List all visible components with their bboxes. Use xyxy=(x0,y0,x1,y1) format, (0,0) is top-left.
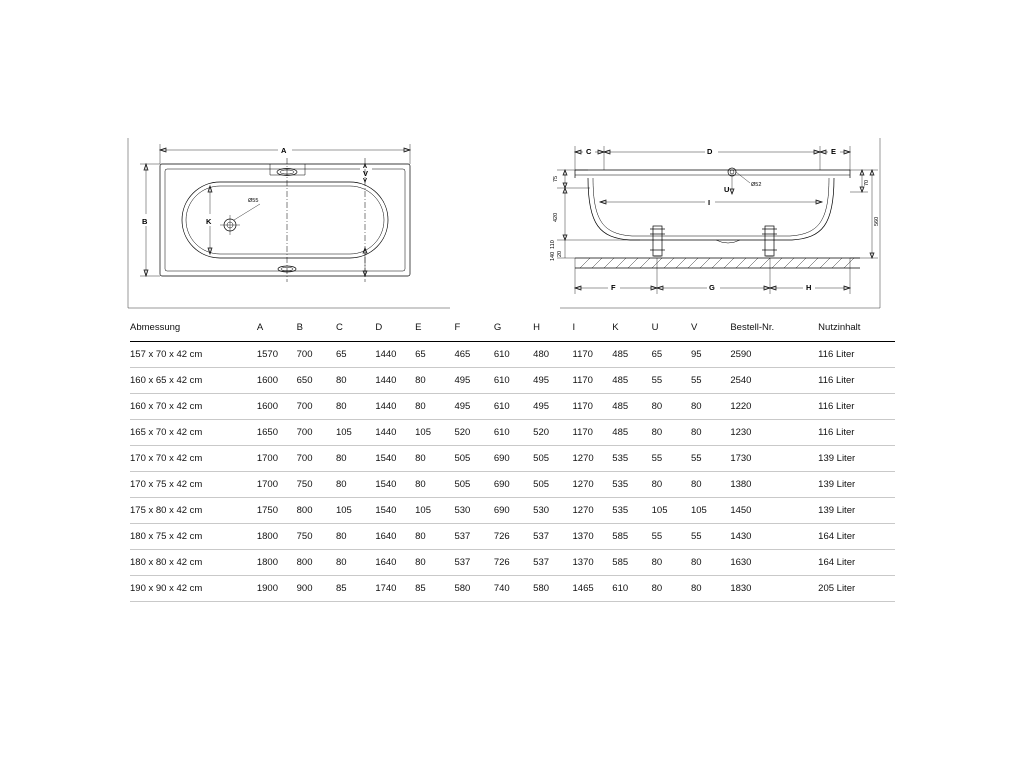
table-row xyxy=(130,368,895,394)
cell-order-no: 1450 xyxy=(730,505,752,516)
cell-g: 726 xyxy=(493,531,510,542)
cell-c: 80 xyxy=(335,401,347,412)
cell-i: 1270 xyxy=(572,453,594,464)
cell-b: 900 xyxy=(296,583,313,594)
header-i: I xyxy=(572,322,576,333)
cell-e: 80 xyxy=(415,479,426,490)
cell-d: 1640 xyxy=(375,531,397,542)
cell-k: 535 xyxy=(612,479,629,490)
cell-h: 580 xyxy=(533,583,550,594)
cell-order-no: 1830 xyxy=(730,583,752,594)
cell-d: 1540 xyxy=(375,453,397,464)
cell-e: 65 xyxy=(415,349,426,360)
cell-e: 80 xyxy=(415,557,426,568)
cell-f: 495 xyxy=(454,401,471,412)
cell-d: 1440 xyxy=(375,375,397,386)
header-b: B xyxy=(296,322,303,333)
cell-b: 800 xyxy=(296,557,313,568)
cell-dimension: 160 x 70 x 42 cm xyxy=(130,401,203,412)
cell-c: 80 xyxy=(335,375,347,386)
cell-capacity: 116 Liter xyxy=(818,401,855,412)
cell-order-no: 2540 xyxy=(730,375,752,386)
section-dim-560: 560 xyxy=(874,216,880,226)
cell-v: 95 xyxy=(690,349,702,360)
cell-capacity: 205 Liter xyxy=(818,583,856,594)
cell-u: 80 xyxy=(651,427,663,438)
cell-u: 55 xyxy=(651,453,663,464)
cell-u: 80 xyxy=(651,583,663,594)
cell-a: 1570 xyxy=(256,349,278,360)
cell-capacity: 116 Liter xyxy=(818,375,855,386)
cell-f: 495 xyxy=(454,375,471,386)
cell-k: 535 xyxy=(612,505,629,516)
cell-d: 1540 xyxy=(375,505,397,516)
section-view xyxy=(550,138,880,308)
section-dim-70: 70 xyxy=(864,179,870,186)
cell-k: 485 xyxy=(612,401,629,412)
cell-capacity: 116 Liter xyxy=(818,427,855,438)
header-d: D xyxy=(375,322,383,333)
cell-a: 1800 xyxy=(256,557,278,568)
cell-e: 105 xyxy=(415,427,431,438)
cell-h: 495 xyxy=(533,401,550,412)
cell-b: 750 xyxy=(296,531,313,542)
cell-i: 1270 xyxy=(572,505,594,516)
cell-dimension: 165 x 70 x 42 cm xyxy=(130,427,203,438)
section-dim-110: 110 xyxy=(550,240,556,249)
table-row xyxy=(130,420,895,446)
cell-e: 105 xyxy=(415,505,431,516)
table-row xyxy=(130,550,895,576)
cell-h: 520 xyxy=(533,427,550,438)
cell-e: 80 xyxy=(415,375,426,386)
cell-f: 530 xyxy=(454,505,471,516)
section-label-e: E xyxy=(831,147,837,156)
cell-e: 80 xyxy=(415,401,426,412)
cell-h: 495 xyxy=(533,375,550,386)
cell-a: 1700 xyxy=(256,453,278,464)
foot-right xyxy=(762,226,777,256)
cell-c: 85 xyxy=(335,583,347,594)
cell-u: 55 xyxy=(651,531,663,542)
section-dim-140: 140 xyxy=(550,251,556,261)
header-bestell-nr: Bestell-Nr. xyxy=(730,322,775,333)
header-k: K xyxy=(612,322,619,333)
section-label-f: F xyxy=(611,283,616,292)
cell-g: 726 xyxy=(493,557,510,568)
cell-v: 55 xyxy=(690,453,702,464)
cell-d: 1440 xyxy=(375,401,397,412)
header-h: H xyxy=(533,322,541,333)
table-row xyxy=(130,446,895,472)
cell-f: 537 xyxy=(454,557,471,568)
section-diameter-label: Ø52 xyxy=(751,182,762,188)
cell-a: 1650 xyxy=(256,427,278,438)
cell-b: 700 xyxy=(296,453,313,464)
cell-v: 80 xyxy=(690,583,702,594)
cell-dimension: 160 x 65 x 42 cm xyxy=(130,375,203,386)
cell-h: 537 xyxy=(533,557,550,568)
cell-f: 520 xyxy=(454,427,471,438)
cell-c: 80 xyxy=(335,479,347,490)
plan-view xyxy=(128,138,450,308)
cell-i: 1170 xyxy=(572,349,593,360)
cell-b: 700 xyxy=(296,349,313,360)
cell-g: 690 xyxy=(493,453,510,464)
cell-capacity: 139 Liter xyxy=(818,505,856,516)
header-g: G xyxy=(493,322,502,333)
plan-diameter-label: Ø55 xyxy=(248,198,259,204)
cell-d: 1440 xyxy=(375,427,397,438)
cell-v: 105 xyxy=(690,505,707,516)
cell-f: 465 xyxy=(454,349,471,360)
section-dim-420: 420 xyxy=(553,212,559,222)
cell-e: 80 xyxy=(415,453,426,464)
cell-c: 65 xyxy=(335,349,347,360)
cell-v: 55 xyxy=(690,531,702,542)
section-label-u: U xyxy=(724,185,730,194)
cell-v: 80 xyxy=(690,479,702,490)
cell-c: 105 xyxy=(335,427,352,438)
cell-i: 1465 xyxy=(572,583,594,594)
section-label-i: I xyxy=(708,198,711,207)
header-c: C xyxy=(335,322,343,333)
cell-f: 580 xyxy=(454,583,471,594)
cell-a: 1750 xyxy=(256,505,278,516)
plan-label-k: K xyxy=(206,217,212,226)
cell-k: 485 xyxy=(612,427,629,438)
header-a: A xyxy=(256,322,264,333)
cell-dimension: 180 x 80 x 42 cm xyxy=(130,557,203,568)
bathtub-drawings-svg xyxy=(120,130,910,315)
table-row xyxy=(130,576,895,602)
cell-i: 1370 xyxy=(572,557,594,568)
section-label-d: D xyxy=(707,147,713,156)
cell-h: 530 xyxy=(533,505,550,516)
cell-dimension: 157 x 70 x 42 cm xyxy=(130,349,203,360)
table-header-row xyxy=(130,322,895,342)
table-row xyxy=(130,472,895,498)
floor-hatching xyxy=(575,258,860,268)
cell-order-no: 2590 xyxy=(730,349,752,360)
cell-c: 80 xyxy=(335,531,347,542)
cell-dimension: 190 x 90 x 42 cm xyxy=(130,583,203,594)
cell-e: 80 xyxy=(415,531,426,542)
drawing-area xyxy=(120,130,910,315)
cell-g: 690 xyxy=(493,505,510,516)
cell-a: 1700 xyxy=(256,479,278,490)
foot-left xyxy=(650,226,665,256)
cell-d: 1440 xyxy=(375,349,397,360)
cell-f: 505 xyxy=(454,479,471,490)
cell-d: 1740 xyxy=(375,583,397,594)
cell-b: 650 xyxy=(296,375,313,386)
cell-f: 537 xyxy=(454,531,471,542)
cell-v: 55 xyxy=(690,375,702,386)
cell-capacity: 116 Liter xyxy=(818,349,855,360)
plan-label-a: A xyxy=(281,146,287,155)
cell-dimension: 170 x 75 x 42 cm xyxy=(130,479,203,490)
section-label-c: C xyxy=(586,147,592,156)
cell-f: 505 xyxy=(454,453,471,464)
cell-a: 1900 xyxy=(256,583,278,594)
cell-v: 80 xyxy=(690,557,702,568)
cell-i: 1270 xyxy=(572,479,594,490)
cell-h: 480 xyxy=(533,349,550,360)
cell-g: 610 xyxy=(493,427,510,438)
section-label-g: G xyxy=(709,283,715,292)
header-f: F xyxy=(454,322,461,333)
cell-capacity: 139 Liter xyxy=(818,453,856,464)
cell-order-no: 1630 xyxy=(730,557,752,568)
cell-k: 485 xyxy=(612,375,629,386)
section-dim-20: 20 xyxy=(557,250,563,257)
cell-h: 505 xyxy=(533,453,550,464)
cell-a: 1600 xyxy=(256,401,278,412)
cell-h: 537 xyxy=(533,531,550,542)
cell-i: 1170 xyxy=(572,375,593,386)
cell-b: 700 xyxy=(296,427,313,438)
header-nutzinhalt: Nutzinhalt xyxy=(818,322,861,333)
header-abmessung: Abmessung xyxy=(130,322,181,333)
cell-c: 80 xyxy=(335,557,347,568)
cell-g: 610 xyxy=(493,349,510,360)
cell-capacity: 164 Liter xyxy=(818,557,856,568)
cell-k: 585 xyxy=(612,557,629,568)
cell-u: 80 xyxy=(651,401,663,412)
plan-label-b: B xyxy=(142,217,148,226)
cell-v: 80 xyxy=(690,427,702,438)
cell-order-no: 1730 xyxy=(730,453,752,464)
cell-c: 105 xyxy=(335,505,352,516)
cell-dimension: 175 x 80 x 42 cm xyxy=(130,505,203,516)
cell-g: 690 xyxy=(493,479,510,490)
specification-table xyxy=(130,322,895,602)
cell-b: 750 xyxy=(296,479,313,490)
table-row xyxy=(130,394,895,420)
cell-k: 610 xyxy=(612,583,629,594)
cell-u: 55 xyxy=(651,375,663,386)
cell-capacity: 164 Liter xyxy=(818,531,856,542)
cell-b: 800 xyxy=(296,505,313,516)
cell-v: 80 xyxy=(690,401,702,412)
table-row xyxy=(130,342,895,368)
cell-g: 740 xyxy=(493,583,510,594)
cell-order-no: 1220 xyxy=(730,401,752,412)
cell-dimension: 170 x 70 x 42 cm xyxy=(130,453,203,464)
header-e: E xyxy=(415,322,422,333)
cell-order-no: 1430 xyxy=(730,531,752,542)
cell-capacity: 139 Liter xyxy=(818,479,856,490)
cell-d: 1640 xyxy=(375,557,397,568)
cell-u: 65 xyxy=(651,349,663,360)
cell-u: 80 xyxy=(651,557,663,568)
section-label-h: H xyxy=(806,283,812,292)
cell-u: 80 xyxy=(651,479,663,490)
cell-i: 1370 xyxy=(572,531,594,542)
cell-e: 85 xyxy=(415,583,426,594)
cell-h: 505 xyxy=(533,479,550,490)
cell-i: 1170 xyxy=(572,401,593,412)
table-header xyxy=(130,322,895,342)
cell-order-no: 1380 xyxy=(730,479,752,490)
table-body xyxy=(130,342,895,602)
cell-dimension: 180 x 75 x 42 cm xyxy=(130,531,203,542)
header-u: U xyxy=(651,322,659,333)
cell-c: 80 xyxy=(335,453,347,464)
cell-k: 585 xyxy=(612,531,629,542)
plan-label-v: V xyxy=(363,169,369,178)
section-dim-75: 75 xyxy=(553,175,559,182)
cell-g: 610 xyxy=(493,401,510,412)
cell-b: 700 xyxy=(296,401,313,412)
cell-a: 1800 xyxy=(256,531,278,542)
table-row xyxy=(130,498,895,524)
cell-d: 1540 xyxy=(375,479,397,490)
cell-k: 485 xyxy=(612,349,629,360)
cell-order-no: 1230 xyxy=(730,427,752,438)
table-row xyxy=(130,524,895,550)
cell-g: 610 xyxy=(493,375,510,386)
header-v: V xyxy=(690,322,698,333)
cell-u: 105 xyxy=(651,505,668,516)
cell-i: 1170 xyxy=(572,427,593,438)
cell-k: 535 xyxy=(612,453,629,464)
cell-a: 1600 xyxy=(256,375,278,386)
